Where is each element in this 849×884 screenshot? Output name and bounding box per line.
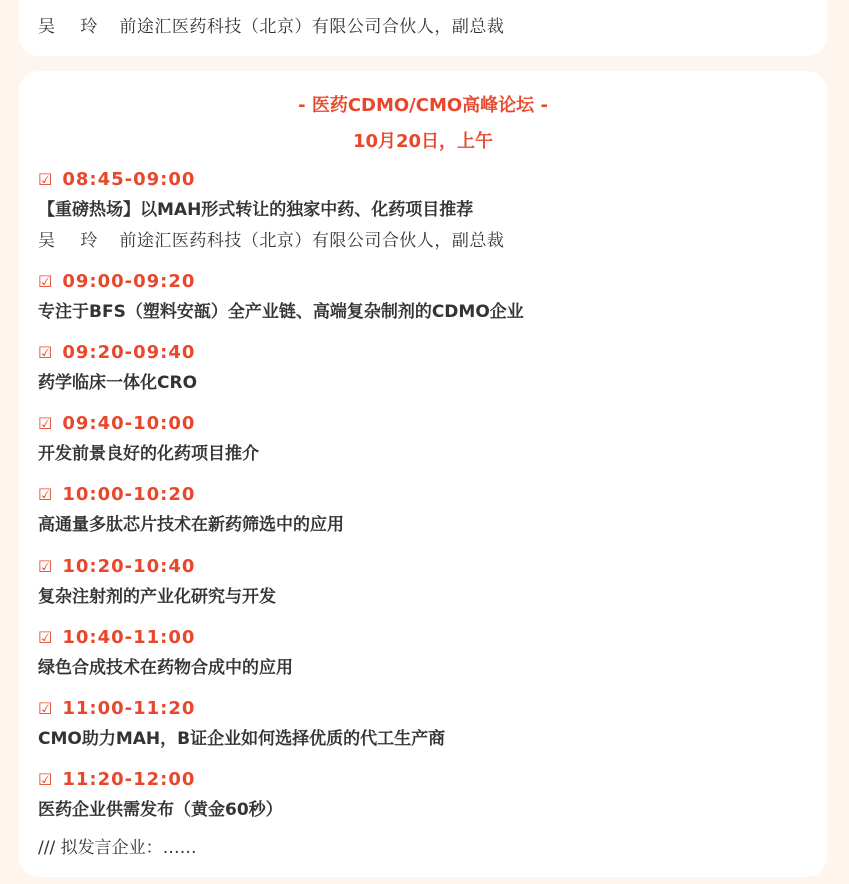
speaker-title: 前途汇医药科技（北京）有限公司合伙人，副总裁 — [119, 17, 505, 37]
agenda-time: ☑ 10:20-10:40 — [38, 556, 196, 577]
speaker-name: 吴 玲 — [38, 17, 108, 37]
agenda-slot — [38, 270, 827, 323]
agenda-time: ☑ 09:20-09:40 — [38, 342, 196, 363]
checkbox-icon: ☑ — [38, 628, 54, 647]
agenda-topic: 绿色合成技术在药物合成中的应用 — [38, 658, 293, 678]
checkbox-icon: ☑ — [38, 485, 54, 504]
checkbox-icon: ☑ — [38, 170, 54, 189]
agenda-topic: 医药企业供需发布（黄金60秒） — [38, 800, 283, 820]
closing-note: /// 拟发言企业：…… — [38, 838, 197, 858]
checkbox-icon: ☑ — [38, 414, 54, 433]
speaker-name: 吴 玲 — [38, 231, 108, 251]
forum-agenda-card — [19, 71, 827, 877]
agenda-slot — [38, 168, 827, 252]
agenda-time: ☑ 11:00-11:20 — [38, 698, 196, 719]
speaker-title: 前途汇医药科技（北京）有限公司合伙人，副总裁 — [119, 231, 505, 251]
agenda-time: ☑ 09:40-10:00 — [38, 413, 196, 434]
agenda-time: ☑ 10:40-11:00 — [38, 627, 196, 648]
forum-date: 10月20日，上午 — [352, 131, 494, 152]
previous-session-card — [19, 0, 827, 56]
agenda-slot — [38, 555, 827, 608]
agenda-topic: 复杂注射剂的产业化研究与开发 — [38, 587, 276, 607]
checkbox-icon: ☑ — [38, 343, 54, 362]
agenda-slot — [38, 768, 827, 821]
agenda-time: ☑ 09:00-09:20 — [38, 271, 196, 292]
forum-title: - 医药CDMO/CMO高峰论坛 - — [298, 95, 548, 116]
agenda-time: ☑ 08:45-09:00 — [38, 169, 196, 190]
agenda-topic: 专注于BFS（塑料安瓿）全产业链、高端复杂制剂的CDMO企业 — [38, 302, 524, 322]
agenda-slot — [38, 697, 827, 750]
agenda-topic: 高通量多肽芯片技术在新药筛选中的应用 — [38, 515, 344, 535]
agenda-slot — [38, 626, 827, 679]
agenda-time: ☑ 10:00-10:20 — [38, 484, 196, 505]
checkbox-icon: ☑ — [38, 699, 54, 718]
previous-session-speaker — [38, 12, 504, 37]
checkbox-icon: ☑ — [38, 272, 54, 291]
agenda-topic: 药学临床一体化CRO — [38, 373, 198, 393]
checkbox-icon: ☑ — [38, 770, 54, 789]
agenda-speaker — [38, 230, 827, 252]
agenda-topic: 【重磅热场】以MAH形式转让的独家中药、化药项目推荐 — [38, 200, 474, 220]
agenda-slot — [38, 483, 827, 536]
agenda-slot — [38, 341, 827, 394]
agenda-time: ☑ 11:20-12:00 — [38, 769, 196, 790]
checkbox-icon: ☑ — [38, 557, 54, 576]
agenda-slot — [38, 412, 827, 465]
agenda-topic: 开发前景良好的化药项目推介 — [38, 444, 259, 464]
agenda-topic: CMO助力MAH，B证企业如何选择优质的代工生产商 — [38, 729, 446, 749]
